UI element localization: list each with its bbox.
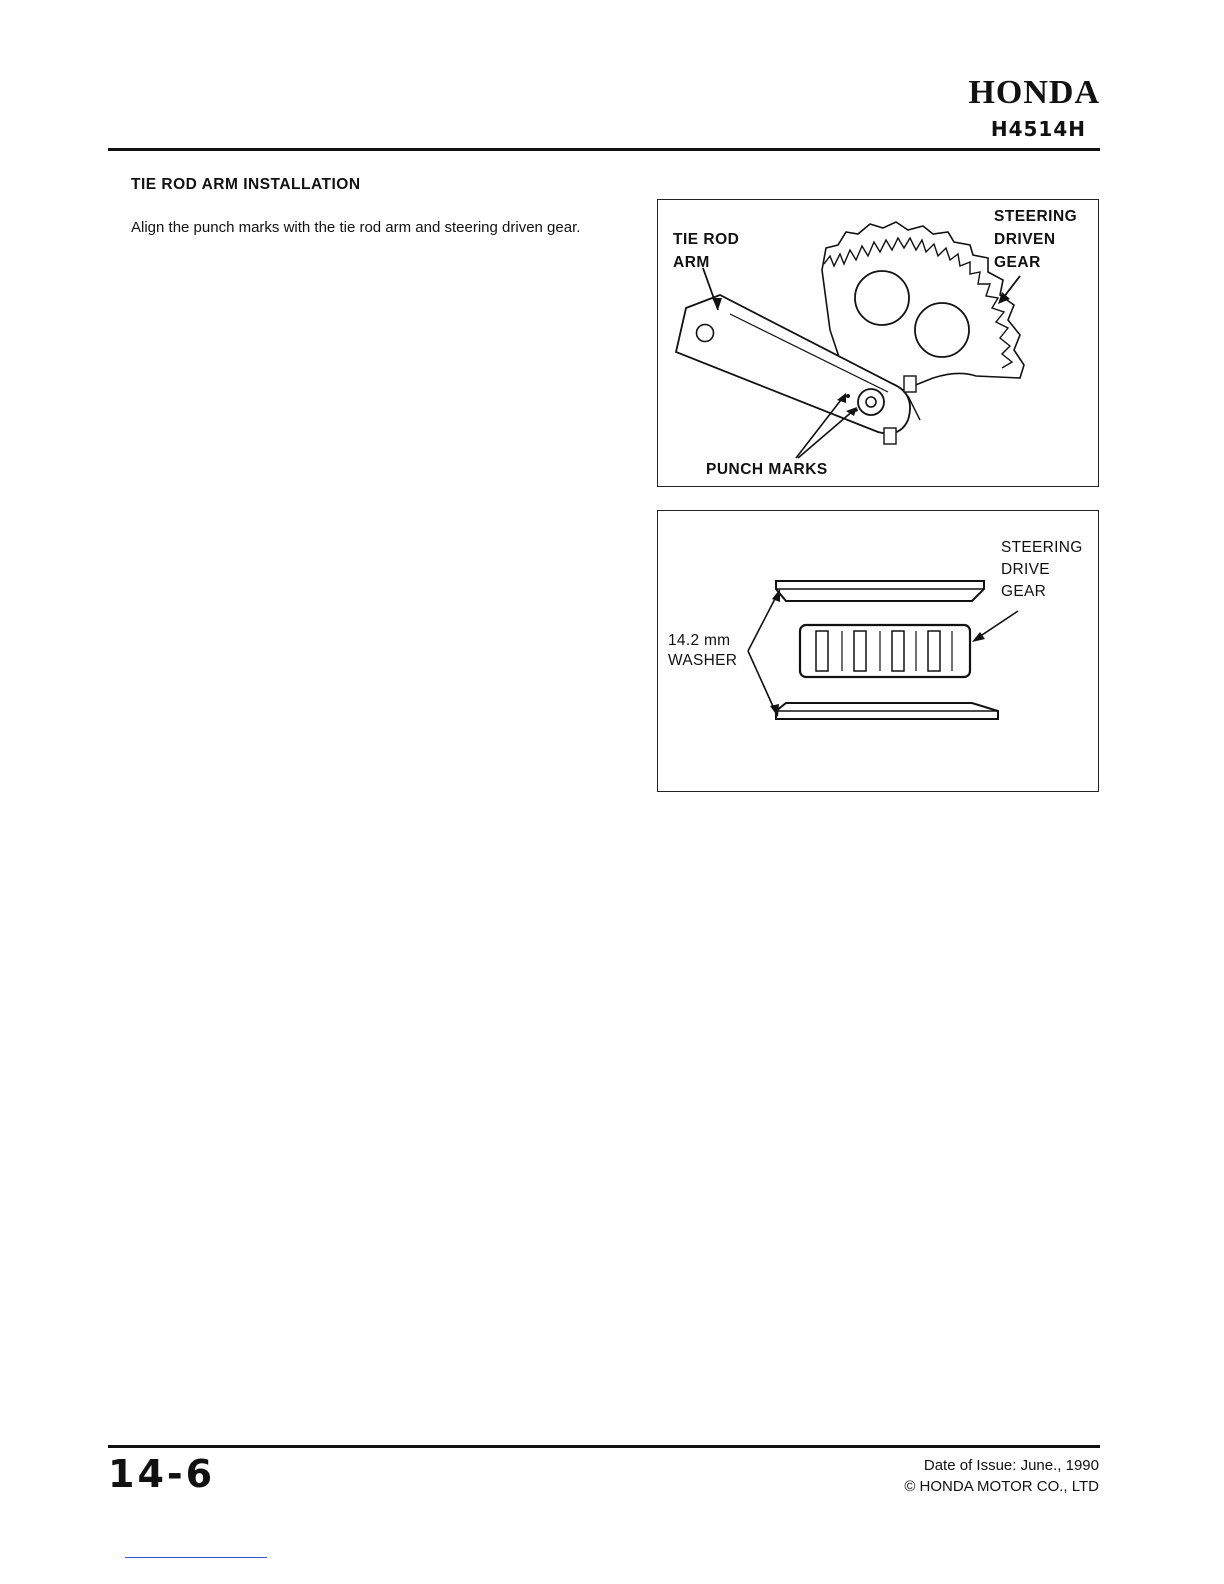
model-number: H4514H <box>990 117 1086 141</box>
page-number: 14-6 <box>108 1452 216 1496</box>
instruction-text: Align the punch marks with the tie rod arm and steering driven gear. <box>131 219 581 236</box>
label-tie-rod-arm: TIE ROD ARM <box>673 231 740 271</box>
brand-logo: HONDA <box>968 74 1100 111</box>
label-punch-marks: PUNCH MARKS <box>706 461 828 478</box>
figure-drive-gear-washers <box>657 510 1099 792</box>
footer-info <box>760 1455 1099 1497</box>
gear-hole-left <box>855 271 909 325</box>
footer-divider <box>108 1445 1100 1448</box>
footnote-rule <box>125 1557 267 1558</box>
date-of-issue: Date of Issue: June., 1990 <box>923 1457 1099 1474</box>
punch-mark <box>846 394 850 398</box>
label-steering-drive-gear: STEERING DRIVE GEAR <box>1001 539 1083 600</box>
upper-washer <box>776 581 984 601</box>
figure-tie-rod-arm <box>657 199 1099 487</box>
copyright: © HONDA MOTOR CO., LTD <box>904 1478 1099 1495</box>
arm-hole <box>697 325 714 342</box>
header-divider <box>108 148 1100 151</box>
section-title: TIE ROD ARM INSTALLATION <box>131 176 361 193</box>
label-steering-driven-gear: STEERING DRIVEN GEAR <box>994 208 1078 271</box>
gear-hole-right <box>915 303 969 357</box>
label-washer: 14.2 mm WASHER <box>668 632 738 669</box>
